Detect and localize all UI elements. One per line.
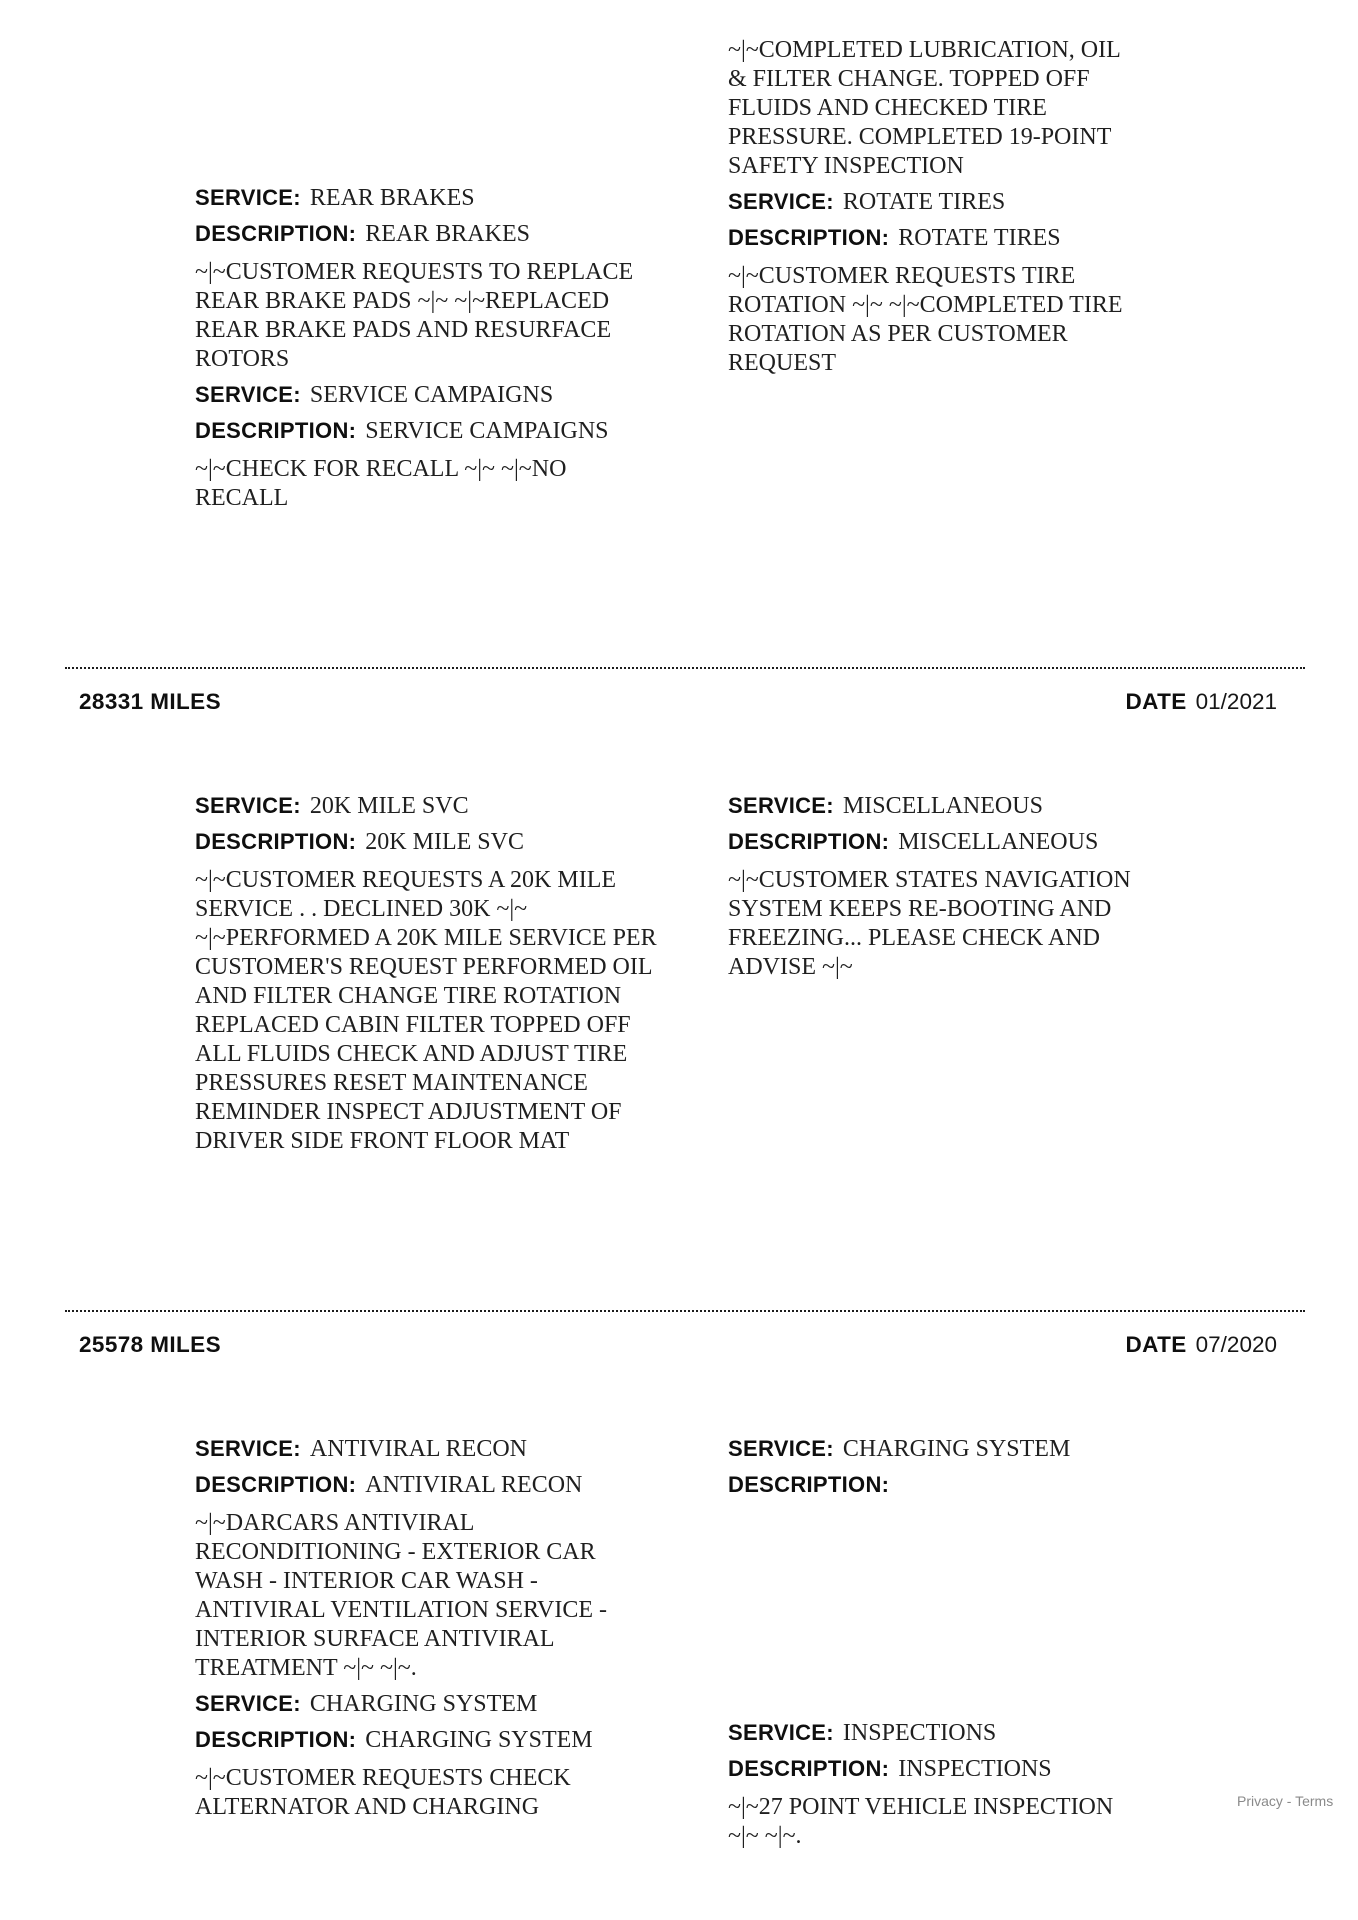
- description-line: [195, 414, 665, 450]
- service-record: [65, 30, 1305, 517]
- privacy-link[interactable]: Privacy: [1237, 1793, 1283, 1809]
- service-line: [728, 789, 1136, 825]
- service-label: SERVICE:: [195, 793, 301, 818]
- service-label: SERVICE:: [195, 185, 301, 210]
- recaptcha-badge-links: [1237, 1793, 1333, 1809]
- service-line: [195, 789, 665, 825]
- description-line: [195, 217, 665, 253]
- service-line: [195, 1687, 665, 1723]
- terms-link[interactable]: Terms: [1295, 1793, 1334, 1809]
- service-line: [728, 1432, 1136, 1468]
- description-line: [195, 1723, 665, 1759]
- description-line: [195, 1468, 665, 1504]
- service-record: [65, 667, 1305, 1160]
- record-header: [65, 689, 1305, 715]
- description-value: INSPECTIONS: [898, 1756, 1052, 1782]
- service-label: SERVICE:: [195, 1691, 301, 1716]
- service-label: SERVICE:: [728, 189, 834, 214]
- description-label: DESCRIPTION:: [728, 1472, 890, 1497]
- date-value: 07/2020: [1195, 1332, 1277, 1357]
- record-columns: [65, 1432, 1305, 1855]
- description-value: ROTATE TIRES: [898, 225, 1061, 251]
- service-note-text: ~|~DARCARS ANTIVIRAL RECONDITIONING - EXTERIOR CAR WASH - INTERIOR CAR WASH - ANTIVIRAL VENTILATION SERVICE - INTERIOR SURFACE ANTIVIRAL TREATMENT ~|~ ~|~.: [195, 1510, 608, 1681]
- service-note-text: ~|~CUSTOMER STATES NAVIGATION SYSTEM KEEPS RE-BOOTING AND FREEZING... PLEASE CHECK AND ADVISE ~|~: [728, 867, 1131, 980]
- service-value: CHARGING SYSTEM: [842, 1436, 1071, 1462]
- service-line: [195, 378, 665, 414]
- description-value: CHARGING SYSTEM: [365, 1727, 593, 1753]
- record-column-right: [728, 30, 1136, 382]
- service-label: SERVICE:: [728, 1720, 834, 1745]
- service-line: [195, 181, 665, 217]
- service-value: REAR BRAKES: [309, 185, 475, 211]
- service-value: ROTATE TIRES: [842, 189, 1006, 215]
- description-label: DESCRIPTION:: [195, 221, 357, 246]
- description-label: DESCRIPTION:: [728, 225, 890, 250]
- column-gap-spacer: [728, 1504, 1136, 1716]
- record-column-right: [728, 789, 1136, 986]
- date-label: DATE: [1125, 1332, 1187, 1357]
- record-header: [65, 1332, 1305, 1358]
- service-label: SERVICE:: [195, 1436, 301, 1461]
- record-date: [1125, 1332, 1277, 1358]
- service-value: ANTIVIRAL RECON: [309, 1436, 528, 1462]
- record-column-right: [728, 1432, 1136, 1855]
- record-column-left: [195, 789, 665, 1160]
- description-line: [728, 1468, 1136, 1504]
- service-value: 20K MILE SVC: [309, 793, 469, 819]
- service-line: [195, 1432, 665, 1468]
- service-label: SERVICE:: [728, 793, 834, 818]
- description-value: REAR BRAKES: [365, 221, 530, 247]
- record-columns: [65, 789, 1305, 1160]
- description-label: DESCRIPTION:: [195, 829, 357, 854]
- description-value: ANTIVIRAL RECON: [365, 1472, 583, 1498]
- record-continuation-text: ~|~COMPLETED LUBRICATION, OIL & FILTER CHANGE. TOPPED OFF FLUIDS AND CHECKED TIRE PRESSURE. COMPLETED 19-POINT SAFETY INSPECTION: [728, 37, 1120, 179]
- description-label: DESCRIPTION:: [728, 1756, 890, 1781]
- service-line: [728, 1716, 1136, 1752]
- record-date: [1125, 689, 1277, 715]
- description-line: [728, 825, 1136, 861]
- service-label: SERVICE:: [728, 1436, 834, 1461]
- description-label: DESCRIPTION:: [195, 1472, 357, 1497]
- odometer-reading: 28331 MILES: [79, 689, 221, 714]
- description-label: DESCRIPTION:: [728, 829, 890, 854]
- service-note-text: ~|~CUSTOMER REQUESTS A 20K MILE SERVICE . . DECLINED 30K ~|~ ~|~PERFORMED A 20K MILE SERVICE PER CUSTOMER'S REQUEST PERFORMED OIL AND FILTER CHANGE TIRE ROTATION REPLACED CABIN FILTER TOPPED OFF ALL FLUIDS CHECK AND ADJUST TIRE PRESSURES RESET MAINTENANCE REMINDER INSPECT ADJUSTMENT OF DRIVER SIDE FRONT FLOOR MAT: [195, 867, 657, 1154]
- record-divider: [65, 667, 1305, 669]
- description-line: [728, 1752, 1136, 1788]
- record-divider: [65, 1310, 1305, 1312]
- date-label: DATE: [1125, 689, 1187, 714]
- description-label: DESCRIPTION:: [195, 418, 357, 443]
- service-note-text: ~|~27 POINT VEHICLE INSPECTION ~|~ ~|~.: [728, 1794, 1114, 1849]
- description-value: SERVICE CAMPAIGNS: [365, 418, 609, 444]
- service-line: [728, 185, 1136, 221]
- service-note-text: ~|~CUSTOMER REQUESTS TIRE ROTATION ~|~ ~|~COMPLETED TIRE ROTATION AS PER CUSTOMER REQUEST: [728, 263, 1123, 376]
- description-line: [728, 221, 1136, 257]
- service-record: [65, 1310, 1305, 1855]
- service-value: MISCELLANEOUS: [842, 793, 1043, 819]
- description-value: 20K MILE SVC: [365, 829, 524, 855]
- service-value: CHARGING SYSTEM: [309, 1691, 538, 1717]
- service-note-text: ~|~CHECK FOR RECALL ~|~ ~|~NO RECALL: [195, 456, 567, 511]
- service-value: SERVICE CAMPAIGNS: [309, 382, 554, 408]
- service-note-text: ~|~CUSTOMER REQUESTS CHECK ALTERNATOR AND CHARGING: [195, 1765, 571, 1820]
- service-label: SERVICE:: [195, 382, 301, 407]
- description-label: DESCRIPTION:: [195, 1727, 357, 1752]
- description-line: [195, 825, 665, 861]
- record-column-left: [195, 1432, 665, 1826]
- link-separator: -: [1286, 1793, 1292, 1809]
- record-columns: [65, 30, 1305, 517]
- service-note-text: ~|~CUSTOMER REQUESTS TO REPLACE REAR BRAKE PADS ~|~ ~|~REPLACED REAR BRAKE PADS AND RESURFACE ROTORS: [195, 259, 634, 372]
- description-value: MISCELLANEOUS: [898, 829, 1099, 855]
- record-column-left: [195, 30, 665, 517]
- odometer-reading: 25578 MILES: [79, 1332, 221, 1357]
- service-value: INSPECTIONS: [842, 1720, 997, 1746]
- date-value: 01/2021: [1195, 689, 1277, 714]
